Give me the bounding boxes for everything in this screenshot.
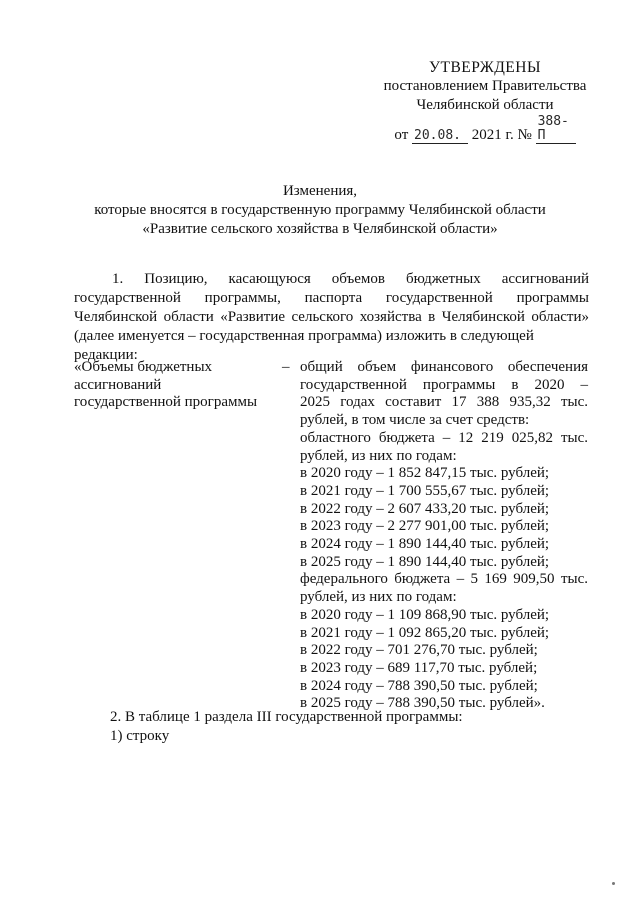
funding-line: в 2022 году – 701 276,70 тыс. рублей; <box>300 642 538 659</box>
funding-line: государственной программы в 2020 – <box>300 376 588 393</box>
position-value-column <box>300 359 588 713</box>
position-name-column <box>74 359 274 412</box>
scan-speck <box>612 882 615 885</box>
item-1-text-end: редакции: <box>74 347 138 363</box>
handwritten-number: 388-П <box>536 115 576 144</box>
funding-line: рублей, из них по годам: <box>300 447 457 464</box>
funding-line: в 2024 году – 788 390,50 тыс. рублей; <box>300 677 538 694</box>
item-1-paragraph <box>74 270 589 365</box>
approval-date-line <box>380 115 590 145</box>
funding-line: в 2023 году – 2 277 901,00 тыс. рублей; <box>300 518 550 535</box>
funding-line: федерального бюджета – 5 169 909,50 тыс. <box>300 571 588 588</box>
year-and-number-label: 2021 г. № <box>471 127 532 143</box>
heading-line-3: «Развитие сельского хозяйства в Челябинской области» <box>142 221 498 237</box>
approval-line-2: Челябинской области <box>416 97 554 113</box>
funding-line: 2025 годах составит 17 388 935,32 тыс. <box>300 394 588 411</box>
funding-line: рублей, из них по годам: <box>300 589 457 606</box>
position-name-line: государственной программы <box>74 394 258 410</box>
approval-stamp-block <box>380 58 590 145</box>
handwritten-date: 20.08. <box>412 129 468 144</box>
funding-line: в 2023 году – 689 117,70 тыс. рублей; <box>300 659 538 676</box>
position-name-line: ассигнований <box>74 376 162 393</box>
funding-line: в 2020 году – 1 852 847,15 тыс. рублей; <box>300 465 550 482</box>
funding-line: в 2025 году – 1 890 144,40 тыс. рублей; <box>300 553 550 570</box>
funding-line: в 2021 году – 1 700 555,67 тыс. рублей; <box>300 482 550 499</box>
funding-line: областного бюджета – 12 219 025,82 тыс. <box>300 429 588 446</box>
funding-line: в 2021 году – 1 092 865,20 тыс. рублей; <box>300 624 550 641</box>
approval-title: УТВЕРЖДЕНЫ <box>429 59 541 76</box>
funding-line: в 2025 году – 788 390,50 тыс. рублей». <box>300 695 545 712</box>
funding-line: рублей, в том числе за счет средств: <box>300 412 530 429</box>
item-1-text: 1. Позицию, касающуюся объемов бюджетных ассигнований государственной программы, паспорта государственной программы Челябинской области «Развитие сельского хозяйства в Челябинской области» (далее именуется – государственная программа) изложить в следующей <box>74 271 589 344</box>
date-prefix: от <box>394 127 409 143</box>
item-2-paragraph: 2. В таблице 1 раздела III государственной программы: <box>110 709 463 725</box>
funding-line: в 2022 году – 2 607 433,20 тыс. рублей; <box>300 500 550 517</box>
item-2-subitem: 1) строку <box>110 728 170 744</box>
document-heading <box>60 182 580 239</box>
heading-line-1: Изменения, <box>282 183 358 199</box>
position-dash: – <box>282 359 290 375</box>
heading-line-2: которые вносятся в государственную программу Челябинской области <box>94 202 546 218</box>
approval-line-1: постановлением Правительства <box>383 78 587 94</box>
funding-line: в 2024 году – 1 890 144,40 тыс. рублей; <box>300 536 550 553</box>
funding-line: в 2020 году – 1 109 868,90 тыс. рублей; <box>300 606 550 623</box>
position-name-line: «Объемы бюджетных <box>74 359 213 375</box>
funding-line: общий объем финансового обеспечения <box>300 359 588 375</box>
